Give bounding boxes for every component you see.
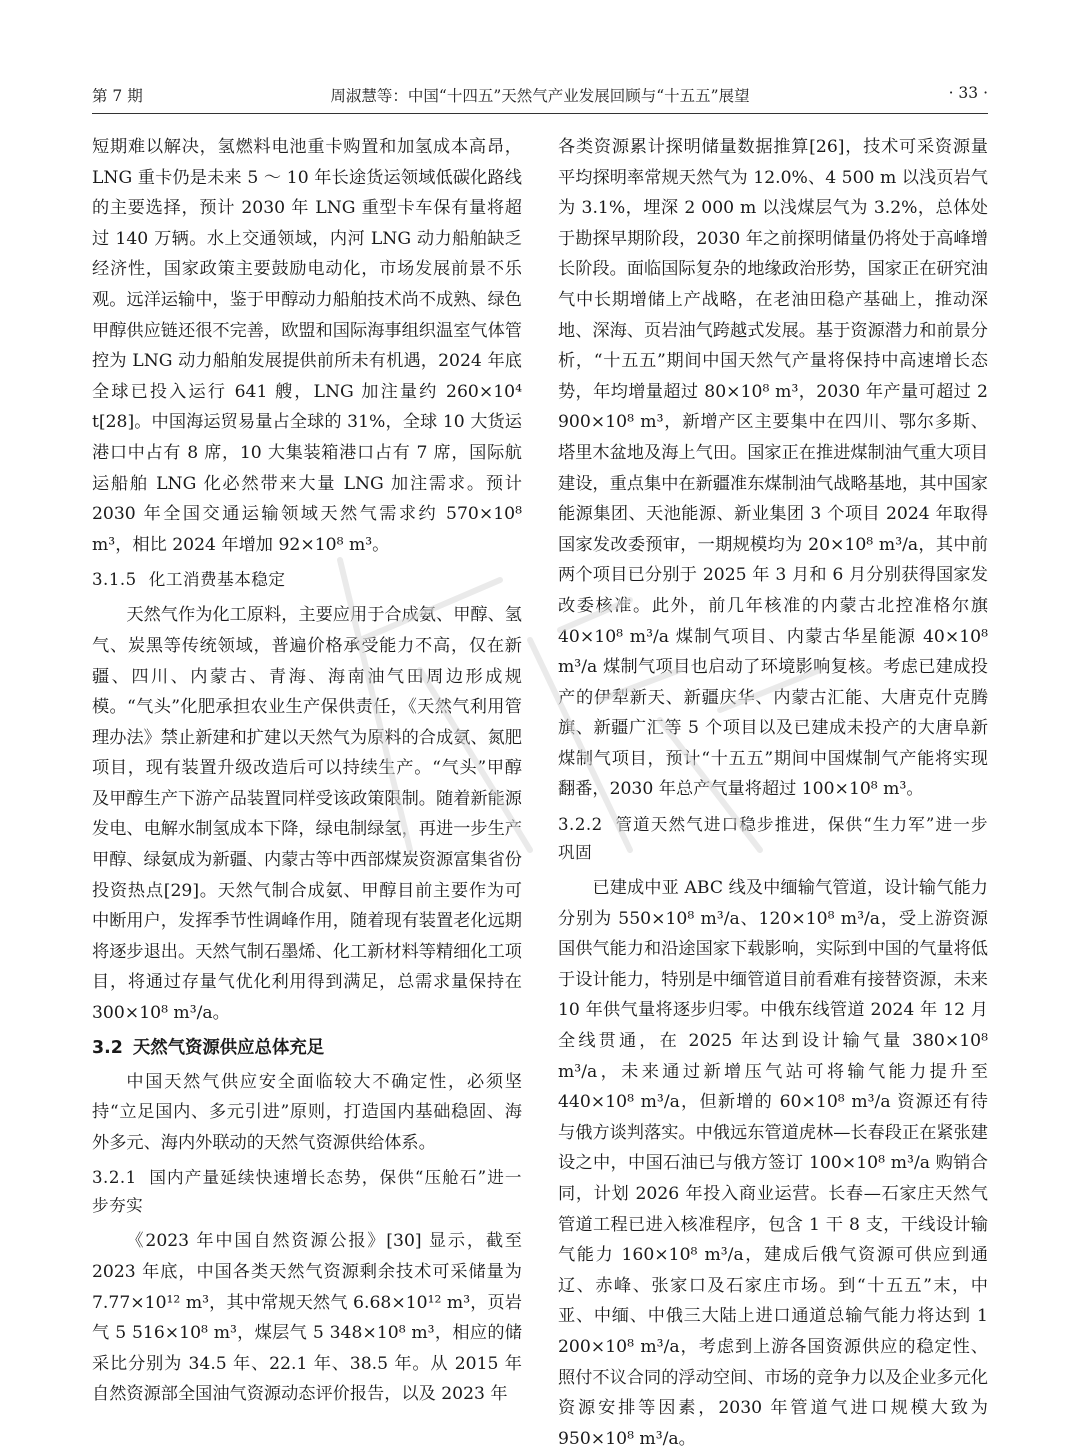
paragraph: 天然气作为化工原料，主要应用于合成氨、甲醇、氢气、炭黑等传统领域，普遍价格承受能力不高，仅在新疆、四川、内蒙古、青海、海南油气田周边形成规模。“气头”化肥承担农业生产保供责任，《天然气利用管理办法》禁止新建和扩建以天然气为原料的合成氨、氮肥项目，现有装置升级改造后可以持续生产。“气头”甲醇及甲醇生产下游产品装置同样受该政策限制。随着新能源发电、电解水制氢成本下降，绿电制绿氢，再进一步生产甲醇、绿氨成为新疆、内蒙古等中西部煤炭资源富集省份投资热点[29]。天然气制合成氨、甲醇目前主要作为可中断用户，发挥季节性调峰作用，随着现有装置老化远期将逐步退出。天然气制石墨烯、化工新材料等精细化工项目，将通过存量气优化利用得到满足，总需求量保持在 300×10⁸ m³/a。 (92, 605, 522, 1024)
page-header (92, 84, 988, 112)
paragraph: 各类资源累计探明储量数据推算[26]，技术可采资源量平均探明率常规天然气为 12.0%、4 500 m 以浅页岩气为 3.1%，埋深 2 000 m 以浅煤层气为 3.2%，总体处于勘探早期阶段，2030 年之前探明储量仍将处于高峰增长阶段。面临国际复杂的地缘政治形势，国家正在研究油气中长期增储上产战略，在老油田稳产基础上，推动深地、深海、页岩油气跨越式发展。基于资源潜力和前景分析，“十五五”期间中国天然气产量将保持中高速增长态势，年均增量超过 80×10⁸ m³，2030 年产量可超过 2 900×10⁸ m³，新增产区主要集中在四川、鄂尔多斯、塔里木盆地及海上气田。国家正在推进煤制油气重大项目建设，重点集中在新疆准东煤制油气战略基地，其中国家能源集团、天池能源、新业集团 3 个项目 2024 年取得国家发改委预审，一期规模均为 20×10⁸ m³/a，其中前两个项目已分别于 2025 年 3 月和 6 月分别获得国家发改委核准。此外，前几年核准的内蒙古北控准格尔旗 40×10⁸ m³/a 煤制气项目、内蒙古华星能源 40×10⁸ m³/a 煤制气项目也启动了环境影响复核。考虑已建成投产的伊犁新天、新疆庆华、内蒙古汇能、大唐克什克腾旗、新疆广汇等 5 个项目以及已建成未投产的大唐阜新煤制气项目，预计“十五五”期间中国煤制气产能将实现翻番，2030 年总产气量将超过 100×10⁸ m³。 (558, 137, 988, 800)
page-number: · 33 · (948, 84, 988, 102)
issue-number: 第 7 期 (92, 87, 143, 105)
left-column (92, 132, 522, 1410)
paragraph: 已建成中亚 ABC 线及中缅输气管道，设计输气能力分别为 550×10⁸ m³/a、120×10⁸ m³/a，受上游资源国供气能力和沿途国家下载影响，实际到中国的气量将低于设计能力，特别是中缅管道目前看难有接替资源，未来 10 年供气量将逐步归零。中俄东线管道 2024 年 12 月全线贯通，在 2025 年达到设计输气量 380×10⁸ m³/a，未来通过新增压气站可将输气能力提升至 440×10⁸ m³/a，但新增的 60×10⁸ m³/a 资源还有待与俄方谈判落实。中俄远东管道虎林—长春段正在紧张建设之中，中国石油已与俄方签订 100×10⁸ m³/a 购销合同，计划 2026 年投入商业运营。长春—石家庄天然气管道工程已进入核准程序，包含 1 干 8 支，干线设计输气能力 160×10⁸ m³/a，建成后俄气资源可供应到通辽、赤峰、张家口及石家庄市场。到“十五五”末，中亚、中缅、中俄三大陆上进口通道总输气能力将达到 1 200×10⁸ m³/a，考虑到上游各国资源供应的稳定性、照付不议合同的浮动空间、市场的竞争力以及企业多元化资源安排等因素，2030 年管道气进口规模大致为 950×10⁸ m³/a。 (558, 878, 988, 1449)
section-heading-3-1-5: 3.1.5 化工消费基本稳定 (92, 570, 286, 590)
paragraph: 中国天然气供应安全面临较大不确定性，必须坚持“立足国内、多元引进”原则，打造国内基础稳固、海外多元、海内外联动的天然气资源供给体系。 (92, 1071, 522, 1153)
paragraph: 《2023 年中国自然资源公报》[30] 显示，截至 2023 年底，中国各类天然气资源剩余技术可采储量为 7.77×10¹² m³，其中常规天然气 6.68×10¹² m³，页岩气 5 516×10⁸ m³，煤层气 5 348×10⁸ m³，相应的储采比分别为 34.5 年、22.1 年、38.5 年。从 2015 年自然资源部全国油气资源动态评价报告，以及 2023 年 (92, 1231, 522, 1405)
section-heading-3-2: 3.2 天然气资源供应总体充足 (92, 1037, 325, 1058)
paragraph: 短期难以解决，氢燃料电池重卡购置和加氢成本高昂，LNG 重卡仍是未来 5 ～ 10 年长途货运领域低碳化路线的主要选择，预计 2030 年 LNG 重型卡车保有量将超过 140 万辆。水上交通领域，内河 LNG 动力船舶缺乏经济性，国家政策主要鼓励电动化，市场发展前景不乐观。远洋运输中，鉴于甲醇动力船舶技术尚不成熟、绿色甲醇供应链还很不完善，欧盟和国际海事组织温室气体管控为 LNG 动力船舶发展提供前所未有机遇，2024 年底全球已投入运行 641 艘，LNG 加注量约 260×10⁴ t[28]。中国海运贸易量占全球的 31%，全球 10 大货运港口中占有 8 席，10 大集装箱港口占有 7 席，国际航运船舶 LNG 化必然带来大量 LNG 加注需求。预计 2030 年全国交通运输领域天然气需求约 570×10⁸ m³，相比 2024 年增加 92×10⁸ m³。 (92, 137, 522, 555)
running-title: 周淑慧等：中国“十四五”天然气产业发展回顾与“十五五”展望 (330, 87, 750, 105)
right-column (558, 132, 988, 1454)
section-heading-3-2-1: 3.2.1 国内产量延续快速增长态势，保供“压舱石”进一步夯实 (92, 1168, 522, 1216)
header-rule (92, 113, 988, 114)
section-heading-3-2-2: 3.2.2 管道天然气进口稳步推进，保供“生力军”进一步巩固 (558, 815, 988, 863)
